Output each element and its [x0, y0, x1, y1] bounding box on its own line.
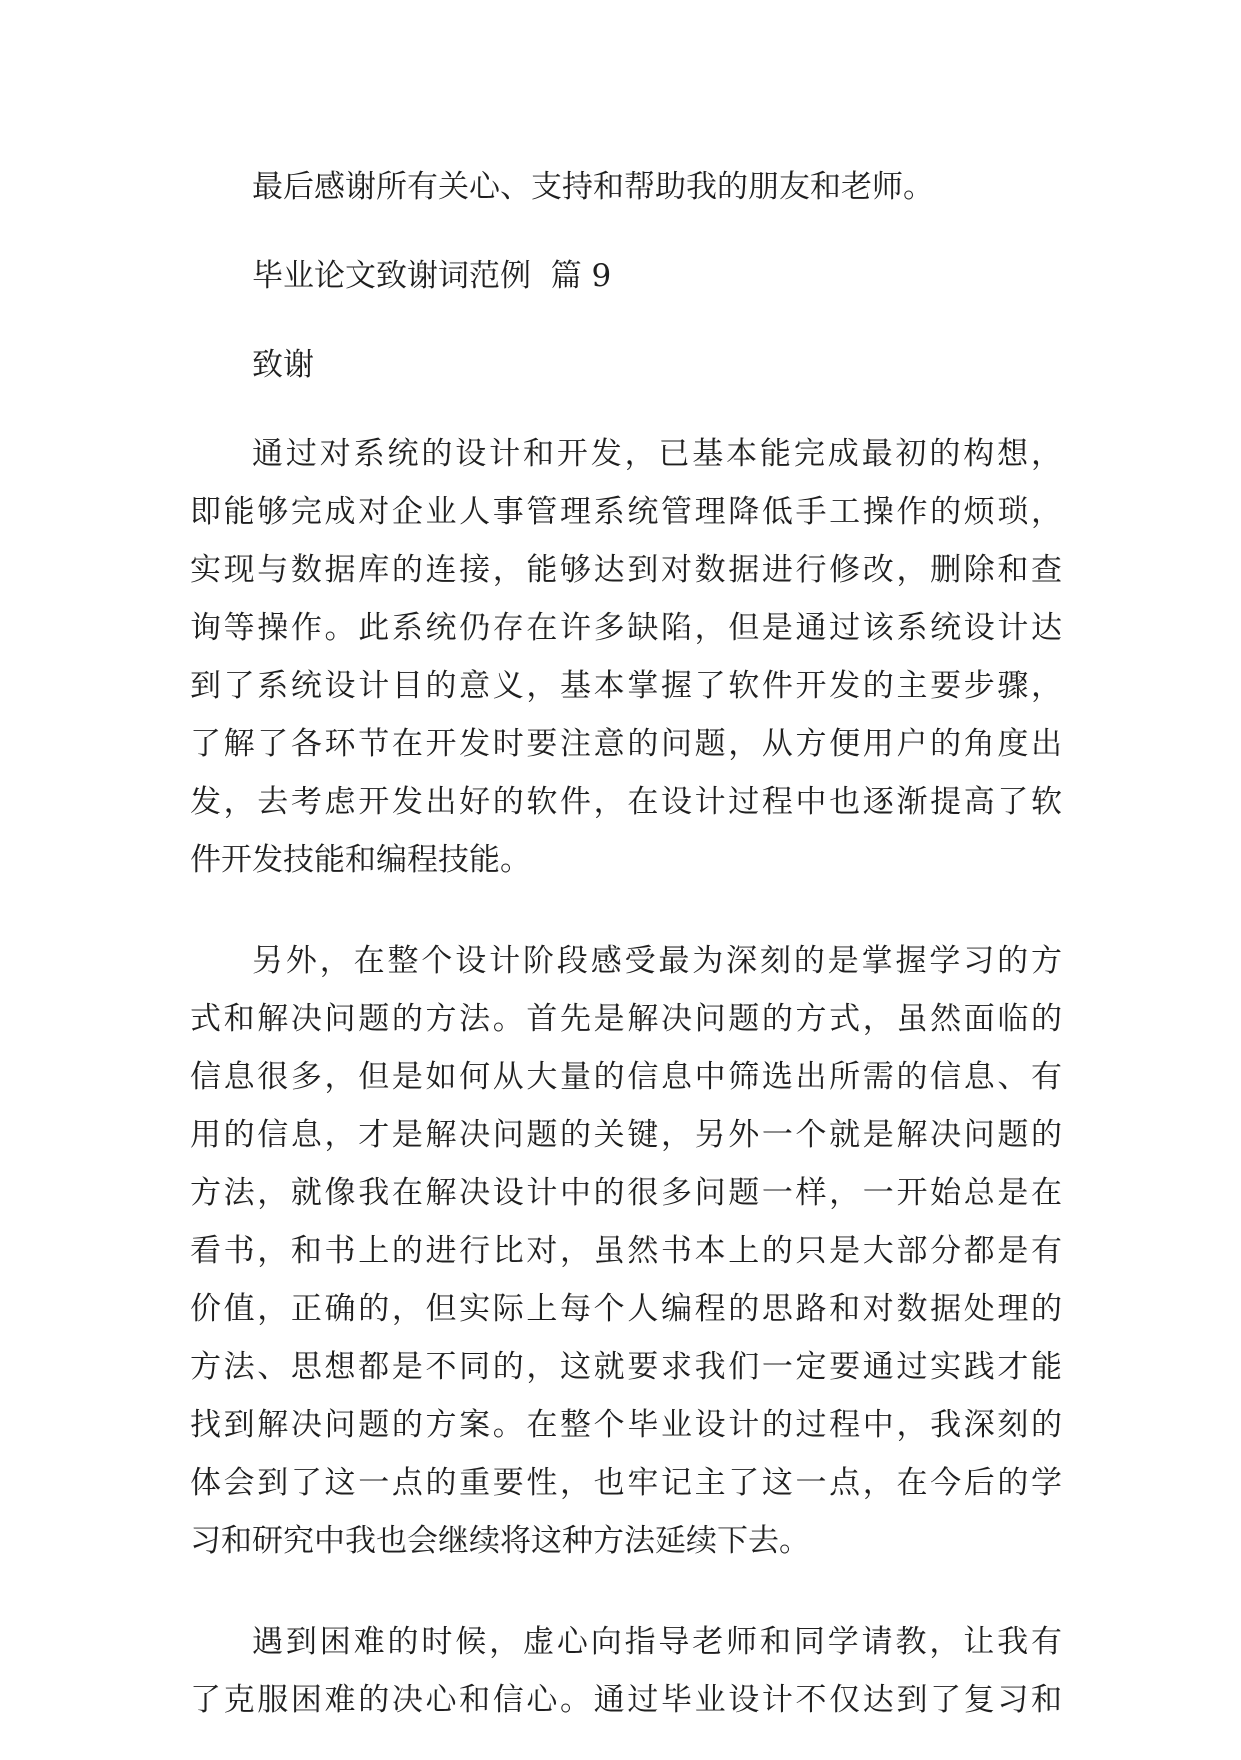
text-line: 最后感谢所有关心、支持和帮助我的朋友和老师。 — [252, 169, 934, 205]
text-line: 即能够完成对企业人事管理系统管理降低手工操作的烦琐， — [190, 494, 1062, 530]
text-line: 用的信息，才是解决问题的关键，另外一个就是解决问题的 — [190, 1117, 1062, 1153]
text-line: 习和研究中我也会继续将这种方法延续下去。 — [190, 1523, 810, 1559]
text-line: 毕业论文致谢词范例 篇 9 — [252, 258, 612, 294]
text-line: 了克服困难的决心和信心。通过毕业设计不仅达到了复习和 — [190, 1682, 1062, 1718]
text-line: 通过对系统的设计和开发，已基本能完成最初的构想， — [252, 436, 1062, 472]
paragraph-gap — [190, 1601, 1062, 1613]
text-line: 式和解决问题的方法。首先是解决问题的方式，虽然面临的 — [190, 1001, 1062, 1037]
text-line: 信息很多，但是如何从大量的信息中筛选出所需的信息、有 — [190, 1059, 1062, 1095]
text-line: 体会到了这一点的重要性，也牢记主了这一点，在今后的学 — [190, 1465, 1062, 1501]
paragraph-gap — [190, 920, 1062, 932]
text-line: 方法、思想都是不同的，这就要求我们一定要通过实践才能 — [190, 1349, 1062, 1385]
text-line: 看书，和书上的进行比对，虽然书本上的只是大部分都是有 — [190, 1233, 1062, 1269]
text-line: 了解了各环节在开发时要注意的问题，从方便用户的角度出 — [190, 726, 1062, 762]
text-line: 方法，就像我在解决设计中的很多问题一样，一开始总是在 — [190, 1175, 1062, 1211]
text-line: 找到解决问题的方案。在整个毕业设计的过程中，我深刻的 — [190, 1407, 1062, 1443]
document-body — [190, 158, 1062, 1760]
text-line: 询等操作。此系统仍存在许多缺陷，但是通过该系统设计达 — [190, 610, 1062, 646]
text-line: 价值，正确的，但实际上每个人编程的思路和对数据处理的 — [190, 1291, 1062, 1327]
text-line: 到了系统设计目的意义，基本掌握了软件开发的主要步骤， — [190, 668, 1062, 704]
text-line: 件开发技能和编程技能。 — [190, 842, 531, 878]
text-line: 致谢 — [252, 347, 314, 383]
text-line: 发，去考虑开发出好的软件，在设计过程中也逐渐提高了软 — [190, 784, 1062, 820]
text-line: 遇到困难的时候，虚心向指导老师和同学请教，让我有 — [252, 1624, 1062, 1660]
text-line: 实现与数据库的连接，能够达到对数据进行修改，删除和查 — [190, 552, 1062, 588]
text-line: 另外，在整个设计阶段感受最为深刻的是掌握学习的方 — [252, 943, 1062, 979]
